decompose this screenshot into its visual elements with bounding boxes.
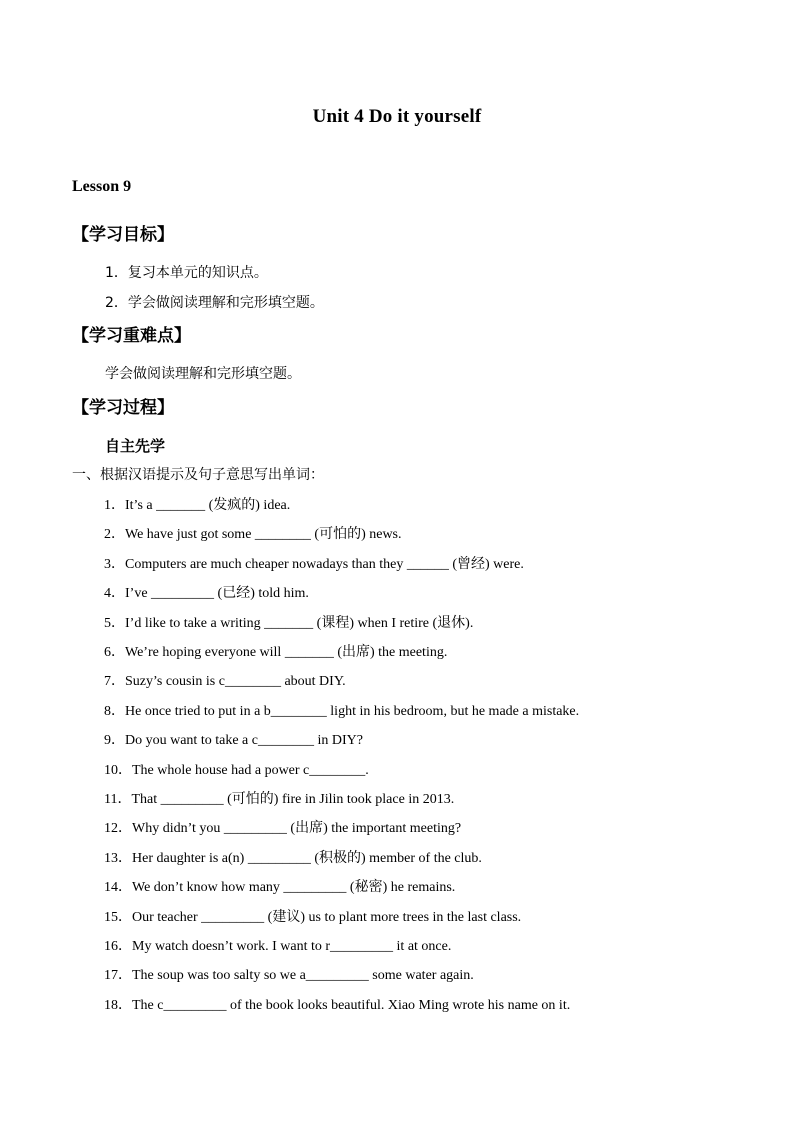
exercise-item: 1．It’s a _______ (发疯的) idea. bbox=[104, 498, 291, 513]
exercise-item: 15．Our teacher _________ (建议) us to plant more trees in the last class. bbox=[104, 909, 522, 925]
exercise-instruction: 一、根据汉语提示及句子意思写出单词： bbox=[72, 467, 324, 483]
goal-item: 2．学会做阅读理解和完形填空题。 bbox=[105, 295, 324, 311]
key-points-heading: 【学习重难点】 bbox=[72, 326, 191, 346]
learning-goals-heading: 【学习目标】 bbox=[72, 225, 174, 245]
exercise-item: 4．I’ve _________ (已经) told him. bbox=[104, 586, 309, 602]
exercise-item: 3．Computers are much cheaper nowadays than they ______ (曾经) were. bbox=[104, 556, 524, 572]
exercise-item: 17．The soup was too salty so we a_________ some water again. bbox=[104, 968, 474, 984]
exercise-item: 12．Why didn’t you _________ (出席) the important meeting? bbox=[104, 821, 462, 837]
exercise-item: 8．He once tried to put in a b________ light in his bedroom, but he made a mistake. bbox=[104, 703, 580, 719]
process-heading: 【学习过程】 bbox=[72, 398, 174, 418]
exercise-item: 7．Suzy’s cousin is c________ about DIY. bbox=[104, 674, 346, 690]
exercise-item: 2．We have just got some ________ (可怕的) news. bbox=[104, 527, 402, 543]
exercise-item: 10．The whole house had a power c________. bbox=[104, 762, 369, 778]
goal-item: 1．复习本单元的知识点。 bbox=[105, 265, 268, 281]
exercise-item: 13．Her daughter is a(n) _________ (积极的) member of the club. bbox=[104, 850, 482, 866]
exercise-item: 16．My watch doesn’t work. I want to r_________ it at once. bbox=[104, 939, 452, 954]
exercise-item: 14．We don’t know how many _________ (秘密) he remains. bbox=[104, 880, 456, 896]
exercise-item: 5．I’d like to take a writing _______ (课程) when I retire (退休). bbox=[104, 615, 474, 631]
lesson-label: Lesson 9 bbox=[72, 178, 132, 195]
exercise-item: 6．We’re hoping everyone will _______ (出席) the meeting. bbox=[104, 645, 448, 660]
page-title: Unit 4 Do it yourself bbox=[312, 106, 482, 127]
exercise-item: 18．The c_________ of the book looks beautiful. Xiao Ming wrote his name on it. bbox=[104, 997, 571, 1013]
exercise-item: 9．Do you want to take a c________ in DIY? bbox=[104, 733, 363, 749]
key-points-text: 学会做阅读理解和完形填空题。 bbox=[105, 366, 301, 382]
exercise-item: 11．That _________ (可怕的) fire in Jilin took place in 2013. bbox=[104, 792, 455, 807]
self-study-subheading: 自主先学 bbox=[105, 437, 166, 455]
